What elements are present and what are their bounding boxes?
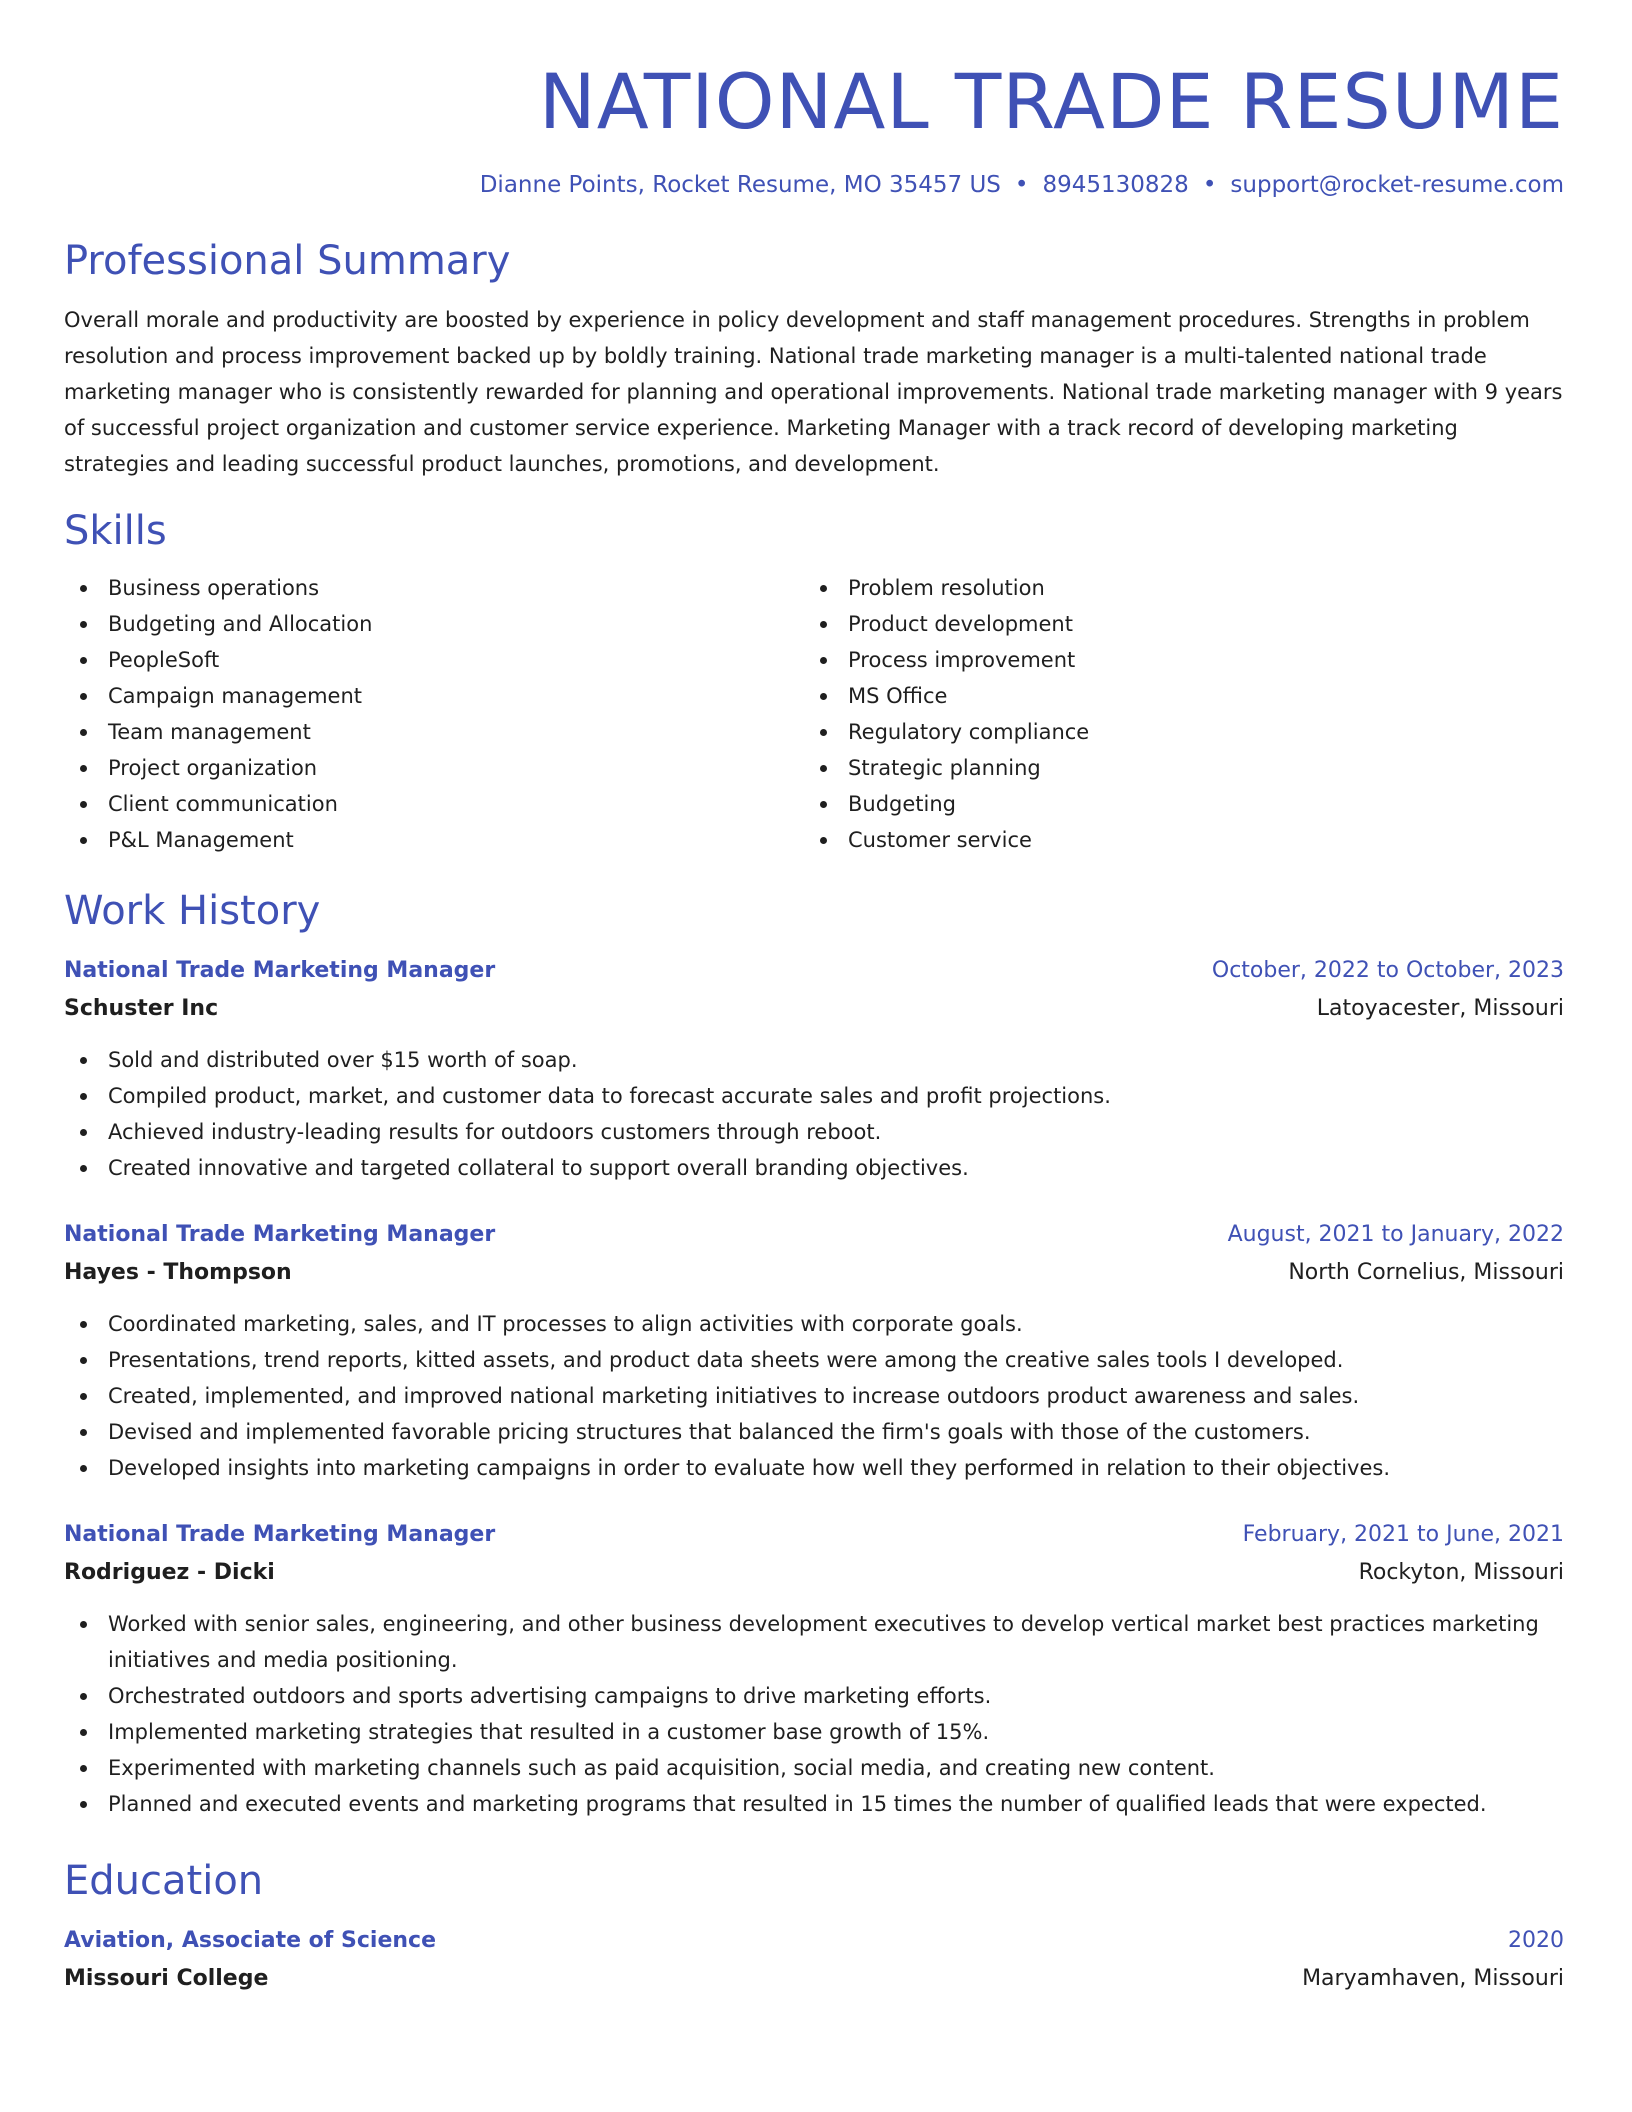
contact-separator: • (1014, 172, 1029, 198)
skills-column-left (64, 570, 804, 858)
education-heading: Education (64, 1858, 264, 1904)
contact-line (64, 168, 1564, 202)
skill-item: Team management (64, 714, 804, 750)
job-bullet: Created, implemented, and improved national marketing initiatives to increase outdoors product awareness and sales. (64, 1378, 1564, 1414)
job-header (64, 1216, 1564, 1254)
job-bullet: Coordinated marketing, sales, and IT processes to align activities with corporate goals. (64, 1306, 1564, 1342)
job-bullet: Worked with senior sales, engineering, and other business development executives to develop vertical market best practices marketing initiatives and media positioning. (64, 1606, 1564, 1678)
skill-item: Project organization (64, 750, 804, 786)
job-dates: February, 2021 to June, 2021 (1242, 1522, 1564, 1547)
work-history-heading: Work History (64, 888, 321, 934)
skill-item: Customer service (804, 822, 1544, 858)
education-degree: Aviation, Associate of Science (64, 1928, 436, 1953)
education-school: Missouri College (64, 1966, 269, 1991)
skill-item: PeopleSoft (64, 642, 804, 678)
job-location: Rockyton, Missouri (1358, 1560, 1564, 1585)
job-title: National Trade Marketing Manager (64, 958, 496, 983)
contact-email[interactable]: support@rocket-resume.com (1230, 172, 1564, 198)
skill-item: Process improvement (804, 642, 1544, 678)
education-subheader (64, 1960, 1564, 1998)
job-entry (64, 1516, 1564, 1822)
job-header (64, 952, 1564, 990)
job-title: National Trade Marketing Manager (64, 1522, 496, 1547)
skill-item: Problem resolution (804, 570, 1544, 606)
job-bullet: Sold and distributed over $15 worth of soap. (64, 1042, 1564, 1078)
skill-item: Product development (804, 606, 1544, 642)
job-bullet: Orchestrated outdoors and sports advertising campaigns to drive marketing efforts. (64, 1678, 1564, 1714)
job-subheader (64, 1254, 1564, 1292)
job-dates: August, 2021 to January, 2022 (1227, 1222, 1564, 1247)
job-header (64, 1516, 1564, 1554)
job-dates: October, 2022 to October, 2023 (1211, 958, 1564, 983)
job-bullets (64, 1042, 1564, 1186)
summary-text: Overall morale and productivity are boosted by experience in policy development and staff management procedures. Strengths in problem resolution and process improvement backed up by boldly training. National trade marketing manager is a multi-talented national trade marketing manager who is consistently rewarded for planning and operational improvements. National trade marketing manager with 9 years of successful project organization and customer service experience. Marketing Manager with a track record of developing marketing strategies and leading successful product launches, promotions, and development. (64, 308, 1563, 476)
skills-heading: Skills (64, 508, 167, 554)
job-bullet: Implemented marketing strategies that resulted in a customer base growth of 15%. (64, 1714, 1564, 1750)
job-location: North Cornelius, Missouri (1288, 1260, 1564, 1285)
education-entry (64, 1922, 1564, 1998)
skill-item: P&L Management (64, 822, 804, 858)
job-bullet: Devised and implemented favorable pricing structures that balanced the firm's goals with those of the customers. (64, 1414, 1564, 1450)
job-bullets (64, 1306, 1564, 1486)
job-bullets (64, 1606, 1564, 1822)
job-company: Schuster Inc (64, 996, 219, 1021)
job-subheader (64, 990, 1564, 1028)
skill-item: Strategic planning (804, 750, 1544, 786)
skill-item: Campaign management (64, 678, 804, 714)
contact-separator: • (1202, 172, 1217, 198)
education-year: 2020 (1508, 1928, 1564, 1953)
resume-page (64, 0, 1564, 1998)
job-bullet: Created innovative and targeted collateral to support overall branding objectives. (64, 1150, 1564, 1186)
job-bullet: Compiled product, market, and customer data to forecast accurate sales and profit projections. (64, 1078, 1564, 1114)
education-location: Maryamhaven, Missouri (1302, 1966, 1564, 1991)
job-company: Rodriguez - Dicki (64, 1560, 275, 1585)
job-entry (64, 1216, 1564, 1486)
job-company: Hayes - Thompson (64, 1260, 292, 1285)
job-bullet: Presentations, trend reports, kitted assets, and product data sheets were among the creative sales tools I developed. (64, 1342, 1564, 1378)
resume-title: NATIONAL TRADE RESUME (538, 57, 1564, 146)
job-bullet: Experimented with marketing channels such as paid acquisition, social media, and creating new content. (64, 1750, 1564, 1786)
skill-item: Client communication (64, 786, 804, 822)
skill-item: Business operations (64, 570, 804, 606)
skill-item: Budgeting (804, 786, 1544, 822)
job-subheader (64, 1554, 1564, 1592)
job-bullet: Planned and executed events and marketing programs that resulted in 15 times the number of qualified leads that were expected. (64, 1786, 1564, 1822)
education-header (64, 1922, 1564, 1960)
job-bullet: Developed insights into marketing campaigns in order to evaluate how well they performed in relation to their objectives. (64, 1450, 1564, 1486)
skill-item: MS Office (804, 678, 1544, 714)
job-entry (64, 952, 1564, 1186)
skills-column-right (804, 570, 1544, 858)
contact-phone[interactable]: 8945130828 (1042, 172, 1189, 198)
contact-address: Dianne Points, Rocket Resume, MO 35457 US (479, 172, 1001, 198)
job-title: National Trade Marketing Manager (64, 1222, 496, 1247)
skills-list (64, 570, 1564, 858)
job-location: Latoyacester, Missouri (1316, 996, 1564, 1021)
skill-item: Regulatory compliance (804, 714, 1544, 750)
skill-item: Budgeting and Allocation (64, 606, 804, 642)
job-bullet: Achieved industry-leading results for outdoors customers through reboot. (64, 1114, 1564, 1150)
summary-heading: Professional Summary (64, 238, 511, 284)
